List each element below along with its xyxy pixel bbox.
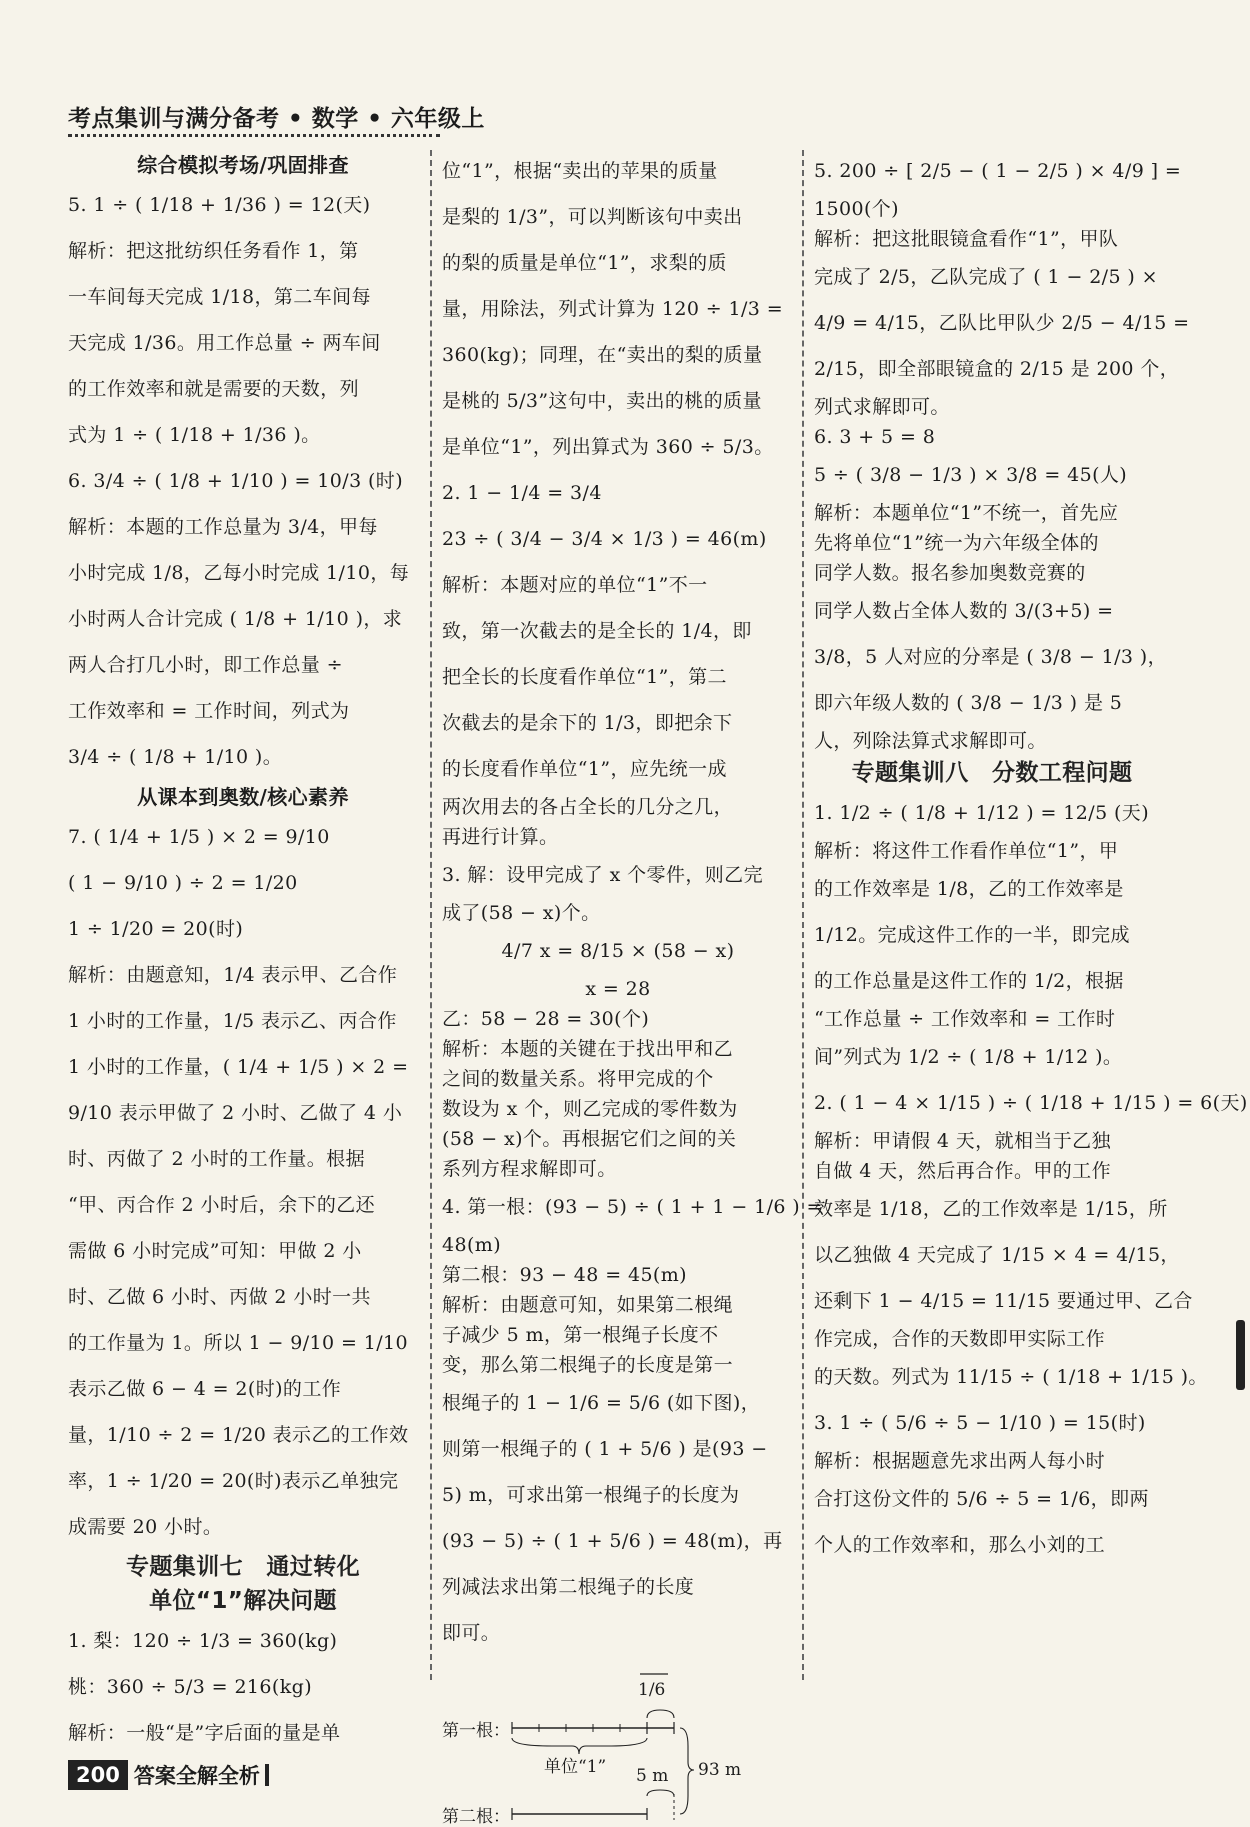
col1-line: 7. ( 1/4 + 1/5 ) × 2 = 9/10 <box>68 826 330 848</box>
column-divider-1 <box>430 150 432 1680</box>
col2-line: 位“1”，根据“卖出的苹果的质量 <box>442 160 718 182</box>
col1-line: 1 小时的工作量，1/5 表示乙、丙合作 <box>68 1010 397 1032</box>
col1-line: 成需要 20 小时。 <box>68 1516 223 1538</box>
col3-line: 3. 1 ÷ ( 5/6 ÷ 5 − 1/10 ) = 15(时) <box>814 1412 1146 1434</box>
col1-line: 9/10 表示甲做了 2 小时、乙做了 4 小 <box>68 1102 403 1124</box>
col3-line: 间”列式为 1/2 ÷ ( 1/8 + 1/12 )。 <box>814 1046 1123 1068</box>
diagram-5m-label: 5 m <box>636 1766 669 1786</box>
page-footer <box>68 1758 269 1792</box>
col2-line: 之间的数量关系。将甲完成的个 <box>442 1068 714 1090</box>
col3-line: 1/12。完成这件工作的一半，即完成 <box>814 924 1130 946</box>
col2-line: x = 28 <box>585 978 651 1000</box>
diagram-first-label: 第一根： <box>442 1721 510 1741</box>
col3-line: 同学人数。报名参加奥数竞赛的 <box>814 562 1086 584</box>
col2-line: 第二根：93 − 48 = 45(m) <box>442 1264 687 1286</box>
col3-line: 解析：将这件工作看作单位“1”，甲 <box>814 840 1119 862</box>
col3-line: 的天数。列式为 11/15 ÷ ( 1/18 + 1/15 )。 <box>814 1366 1208 1388</box>
col1-line: “甲、丙合作 2 小时后，余下的乙还 <box>68 1194 376 1216</box>
col2-line: 次截去的是余下的 1/3，即把余下 <box>442 712 733 734</box>
col2-line: 360(kg)；同理，在“卖出的梨的质量 <box>442 344 763 366</box>
col3-line: 合打这份文件的 5/6 ÷ 5 = 1/6，即两 <box>814 1488 1149 1510</box>
col3-line: 还剩下 1 − 4/15 = 11/15 要通过甲、乙合 <box>814 1290 1193 1312</box>
col3-line: 列式求解即可。 <box>814 396 950 418</box>
footer-bar <box>265 1764 269 1786</box>
col2-line: 变，那么第二根绳子的长度是第一 <box>442 1354 734 1376</box>
col2-line: 是单位“1”，列出算式为 360 ÷ 5/3。 <box>442 436 774 458</box>
col3-line: 2/15，即全部眼镜盒的 2/15 是 200 个， <box>814 358 1180 380</box>
col1-line: 专题集训七 通过转化 <box>126 1554 360 1580</box>
col3-line: 5 ÷ ( 3/8 − 1/3 ) × 3/8 = 45(人) <box>814 464 1128 486</box>
diagram-unit-label: 单位“1” <box>544 1757 607 1777</box>
col2-line: 子减少 5 m，第一根绳子长度不 <box>442 1324 719 1346</box>
col3-line: 5. 200 ÷ [ 2/5 − ( 1 − 2/5 ) × 4/9 ] = <box>814 160 1182 182</box>
col1-line: 解析：本题的工作总量为 3/4，甲每 <box>68 516 378 538</box>
col1-line: 式为 1 ÷ ( 1/18 + 1/36 )。 <box>68 424 321 446</box>
col2-line: 解析：本题对应的单位“1”不一 <box>442 574 708 596</box>
col1-line: 工作效率和 = 工作时间，列式为 <box>68 700 350 722</box>
column-divider-2 <box>802 150 804 1680</box>
col1-line: 表示乙做 6 − 4 = 2(时)的工作 <box>68 1378 342 1400</box>
col3-line: 解析：把这批眼镜盒看作“1”，甲队 <box>814 228 1119 250</box>
col1-line: 时、乙做 6 小时、丙做 2 小时一共 <box>68 1286 371 1308</box>
col2-line: 的梨的质量是单位“1”，求梨的质 <box>442 252 727 274</box>
col2-line: 解析：由题意可知，如果第二根绳 <box>442 1294 734 1316</box>
col1-line: 天完成 1/36。用工作总量 ÷ 两车间 <box>68 332 381 354</box>
col3-line: 个人的工作效率和，那么小刘的工 <box>814 1534 1106 1556</box>
col3-line: 4/9 = 4/15，乙队比甲队少 2/5 − 4/15 = <box>814 312 1190 334</box>
col1-line: 解析：一般“是”字后面的量是单 <box>68 1722 341 1744</box>
col1-line: 解析：把这批纺织任务看作 1，第 <box>68 240 359 262</box>
col1-line: 1. 梨：120 ÷ 1/3 = 360(kg) <box>68 1630 338 1652</box>
col2-line: 数设为 x 个，则乙完成的零件数为 <box>442 1098 738 1120</box>
col2-line: 2. 1 − 1/4 = 3/4 <box>442 482 602 504</box>
col3-line: 6. 3 + 5 = 8 <box>814 426 936 448</box>
col1-line: 1 小时的工作量，( 1/4 + 1/5 ) × 2 = <box>68 1056 409 1078</box>
col3-line: 3/8，5 人对应的分率是 ( 3/8 − 1/3 )， <box>814 646 1168 668</box>
col1-line: 5. 1 ÷ ( 1/18 + 1/36 ) = 12(天) <box>68 194 371 216</box>
col3-line: “工作总量 ÷ 工作效率和 = 工作时 <box>814 1008 1116 1030</box>
col3-line: 效率是 1/18，乙的工作效率是 1/15，所 <box>814 1198 1168 1220</box>
col2-line: 3. 解：设甲完成了 x 个零件，则乙完 <box>442 864 763 886</box>
footer-label: 答案全解全析 <box>133 1764 260 1788</box>
col2-line: 解析：本题的关键在于找出甲和乙 <box>442 1038 734 1060</box>
col1-line: 的工作效率和就是需要的天数，列 <box>68 378 360 400</box>
col2-line: 即可。 <box>442 1622 501 1644</box>
col3-line: 完成了 2/5，乙队完成了 ( 1 − 2/5 ) × <box>814 266 1158 288</box>
col1-line: 的工作量为 1。所以 1 − 9/10 = 1/10 <box>68 1332 408 1354</box>
column-2 <box>442 148 823 1827</box>
col1-line: 量，1/10 ÷ 2 = 1/20 表示乙的工作效 <box>68 1424 409 1446</box>
col1-line: 需做 6 小时完成”可知：甲做 2 小 <box>68 1240 362 1262</box>
col3-line: 2. ( 1 − 4 × 1/15 ) ÷ ( 1/18 + 1/15 ) = 6(天) <box>814 1092 1248 1114</box>
col1-line: 单位“1”解决问题 <box>149 1588 337 1614</box>
col1-line: 6. 3/4 ÷ ( 1/8 + 1/10 ) = 10/3 (时) <box>68 470 404 492</box>
col3-line: 同学人数占全体人数的 3/(3+5) = <box>814 600 1114 622</box>
col1-line: 综合模拟考场/巩固排查 <box>137 153 349 177</box>
col3-line: 人，列除法算式求解即可。 <box>814 730 1047 752</box>
col2-line: 系列方程求解即可。 <box>442 1158 617 1180</box>
col2-line: 成了(58 − x)个。 <box>442 902 601 924</box>
col2-line: 根绳子的 1 − 1/6 = 5/6 (如下图)， <box>442 1392 761 1414</box>
diagram-second-label: 第二根： <box>442 1807 510 1827</box>
column-3 <box>814 148 1248 1568</box>
col1-line: 桃：360 ÷ 5/3 = 216(kg) <box>68 1676 313 1698</box>
col3-line: 解析：甲请假 4 天，就相当于乙独 <box>814 1130 1111 1152</box>
page-number: 200 <box>68 1760 128 1790</box>
col1-line: 3/4 ÷ ( 1/8 + 1/10 )。 <box>68 746 283 768</box>
col1-line: 1 ÷ 1/20 = 20(时) <box>68 918 244 940</box>
col3-line: 先将单位“1”统一为六年级全体的 <box>814 532 1099 554</box>
col1-line: 解析：由题意知，1/4 表示甲、乙合作 <box>68 964 398 986</box>
col2-line: 48(m) <box>442 1234 502 1256</box>
col1-line: 时、丙做了 2 小时的工作量。根据 <box>68 1148 365 1170</box>
col3-line: 1500(个) <box>814 198 899 220</box>
diagram-total-label: 93 m <box>698 1760 742 1780</box>
col1-line: 小时完成 1/8，乙每小时完成 1/10，每 <box>68 562 410 584</box>
col2-line: 5) m，可求出第一根绳子的长度为 <box>442 1484 740 1506</box>
col2-line: 的长度看作单位“1”，应先统一成 <box>442 758 727 780</box>
col2-line: 列减法求出第二根绳子的长度 <box>442 1576 695 1598</box>
column-1 <box>68 148 418 1756</box>
col2-line: 两次用去的各占全长的几分之几， <box>442 796 734 818</box>
col1-line: 两人合打几小时，即工作总量 ÷ <box>68 654 343 676</box>
col2-line: 23 ÷ ( 3/4 − 3/4 × 1/3 ) = 46(m) <box>442 528 767 550</box>
col2-line: 则第一根绳子的 ( 1 + 5/6 ) 是(93 − <box>442 1438 768 1460</box>
col1-line: 一车间每天完成 1/18，第二车间每 <box>68 286 371 308</box>
col2-line: 是桃的 5/3”这句中，卖出的桃的质量 <box>442 390 762 412</box>
col3-line: 专题集训八 分数工程问题 <box>851 760 1133 786</box>
col3-line: 的工作效率是 1/8，乙的工作效率是 <box>814 878 1124 900</box>
header-divider <box>68 134 440 137</box>
col2-line: 乙：58 − 28 = 30(个) <box>442 1008 650 1030</box>
col3-line: 解析：本题单位“1”不统一，首先应 <box>814 502 1119 524</box>
col3-line: 的工作总量是这件工作的 1/2，根据 <box>814 970 1124 992</box>
page-header: 考点集训与满分备考 • 数学 • 六年级上 <box>68 106 485 132</box>
col1-line: ( 1 − 9/10 ) ÷ 2 = 1/20 <box>68 872 298 894</box>
col3-line: 以乙独做 4 天完成了 1/15 × 4 = 4/15， <box>814 1244 1180 1266</box>
col3-line: 解析：根据题意先求出两人每小时 <box>814 1450 1106 1472</box>
col1-line: 小时两人合计完成 ( 1/8 + 1/10 )，求 <box>68 608 403 630</box>
col2-line: 4. 第一根：(93 − 5) ÷ ( 1 + 1 − 1/6 ) = <box>442 1196 823 1218</box>
page-edge-mark <box>1236 1320 1245 1390</box>
col2-line: 把全长的长度看作单位“1”，第二 <box>442 666 727 688</box>
col1-line: 率，1 ÷ 1/20 = 20(时)表示乙单独完 <box>68 1470 399 1492</box>
col2-line: (58 − x)个。再根据它们之间的关 <box>442 1128 737 1150</box>
col2-line: 是梨的 1/3”，可以判断该句中卖出 <box>442 206 743 228</box>
col3-line: 作完成，合作的天数即甲实际工作 <box>814 1328 1106 1350</box>
col2-line: 再进行计算。 <box>442 826 559 848</box>
col3-line: 即六年级人数的 ( 3/8 − 1/3 ) 是 5 <box>814 692 1123 714</box>
col3-line: 1. 1/2 ÷ ( 1/8 + 1/12 ) = 12/5 (天) <box>814 802 1150 824</box>
col2-line: (93 − 5) ÷ ( 1 + 5/6 ) = 48(m)，再 <box>442 1530 783 1552</box>
rope-diagram <box>442 1666 772 1826</box>
col2-line: 致，第一次截去的是全长的 1/4，即 <box>442 620 752 642</box>
col2-line: 量，用除法，列式计算为 120 ÷ 1/3 = <box>442 298 784 320</box>
col2-line: 4/7 x = 8/15 × (58 − x) <box>501 940 735 962</box>
col3-line: 自做 4 天，然后再合作。甲的工作 <box>814 1160 1111 1182</box>
col1-line: 从课本到奥数/核心素养 <box>137 785 349 809</box>
diagram-fraction: 1/6 <box>638 1680 666 1700</box>
